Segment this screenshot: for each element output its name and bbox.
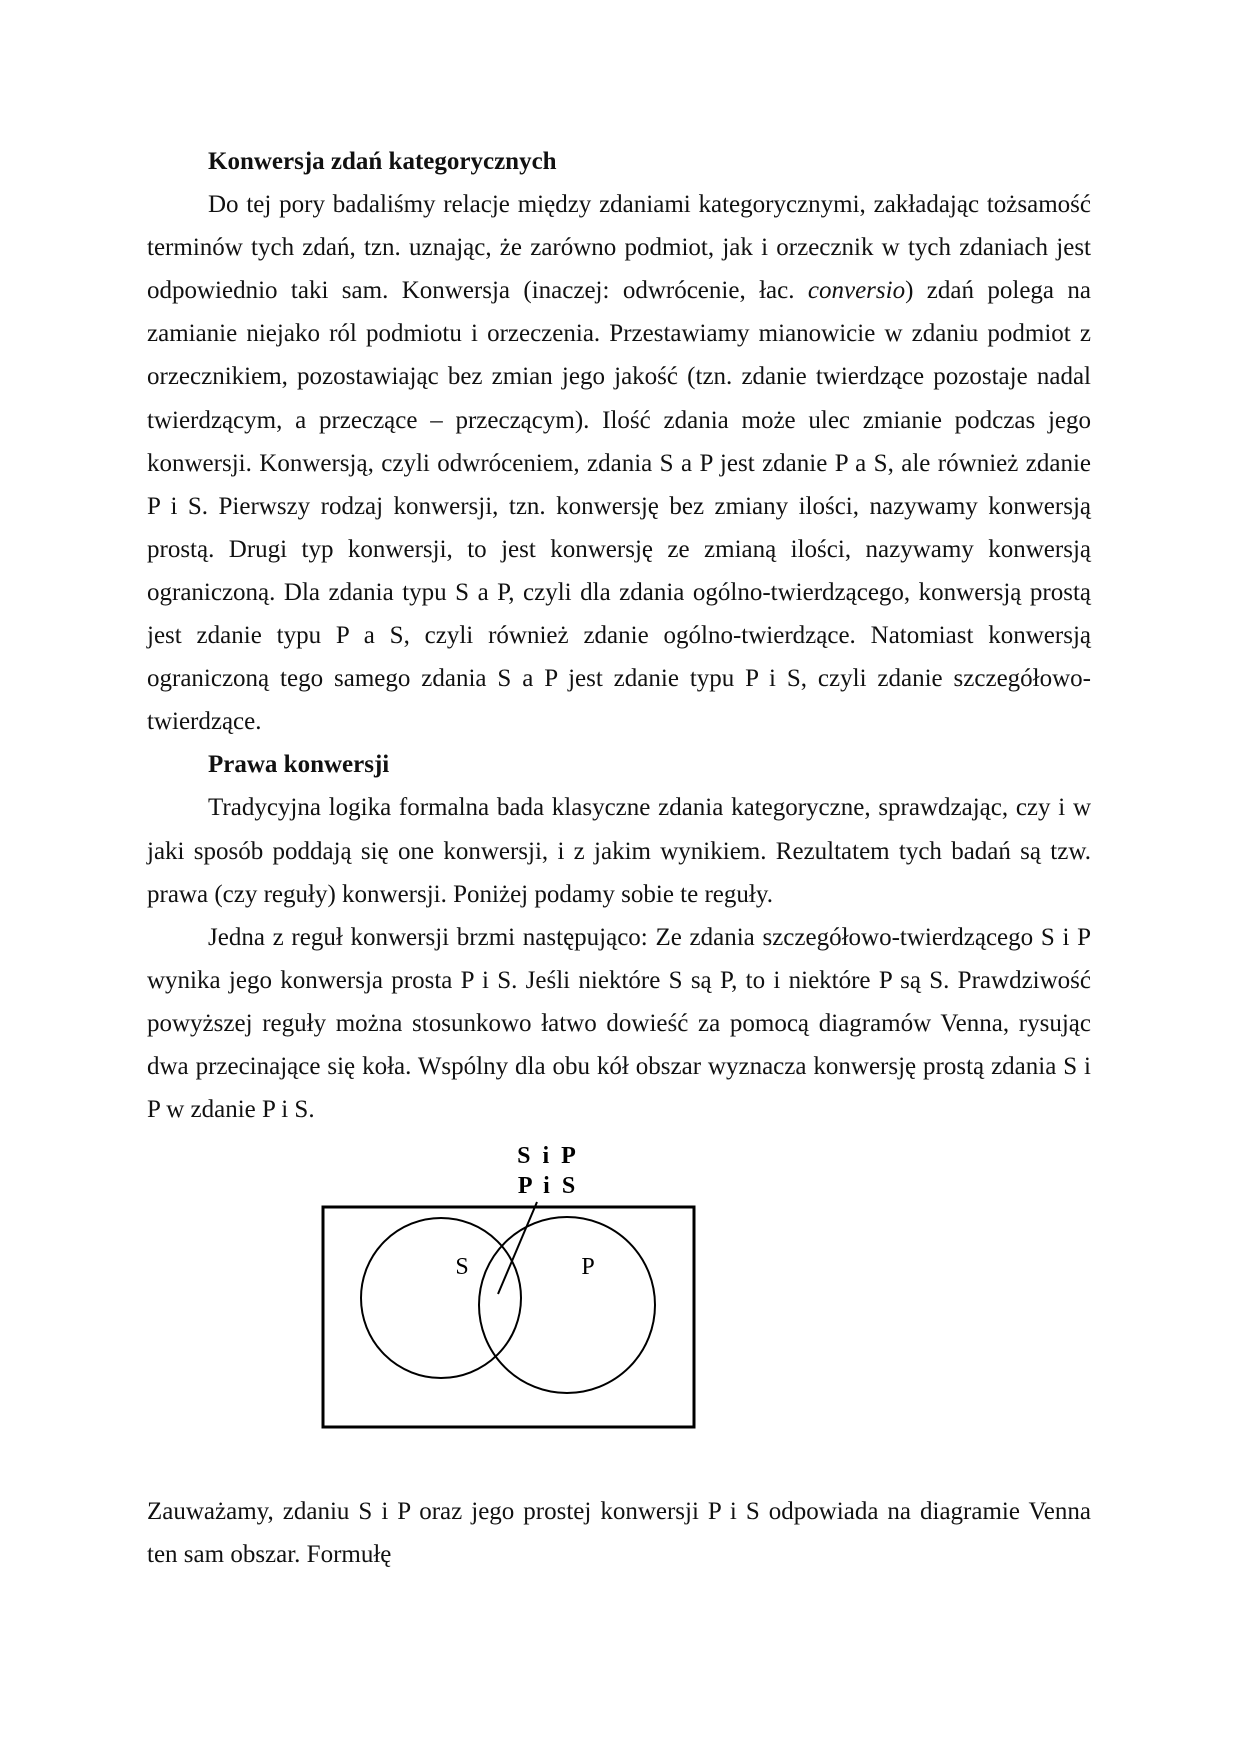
text-line: twierdzącym, a przeczące – przeczącym). Ilość zdania może ulec zmianie podczas jego bbox=[147, 406, 1091, 434]
text-line: Zauważamy, zdaniu S i P oraz jego prostej konwersji P i S odpowiada na diagramie Venna bbox=[147, 1498, 1091, 1525]
text-segment: odpowiednio taki sam. Konwersja (inaczej: odwrócenie, łac. bbox=[147, 277, 808, 305]
text-line: prostą. Drugi typ konwersji, to jest konwersję ze zmianą ilości, nazywamy konwersją bbox=[147, 535, 1091, 563]
text-line: P w zdanie P i S. bbox=[147, 1096, 315, 1124]
circle-p bbox=[479, 1217, 655, 1393]
text-line: zamianie niejako ról podmiotu i orzeczenia. Przestawiamy mianowicie w zdaniu podmiot z bbox=[147, 320, 1091, 348]
text-line: Jedna z reguł konwersji brzmi następująco: Ze zdania szczegółowo-twierdzącego S i P bbox=[208, 923, 1091, 951]
text-line: jaki sposób poddają się one konwersji, i z jakim wynikiem. Rezultatem tych badań są tzw. bbox=[147, 837, 1091, 865]
section-title: Konwersja zdań kategorycznych bbox=[208, 148, 557, 175]
text-line: twierdzące. bbox=[147, 708, 262, 736]
text-line: ten sam obszar. Formułę bbox=[147, 1541, 392, 1569]
italic-term: conversio bbox=[807, 277, 906, 305]
text-line: terminów tych zdań, tzn. uznając, że zarówno podmiot, jak i orzecznik w tych zdaniach jest bbox=[147, 234, 1091, 262]
text-line: Tradycyjna logika formalna bada klasyczne zdania kategoryczne, sprawdzając, czy i w bbox=[208, 794, 1091, 822]
text-line: Do tej pory badaliśmy relacje między zdaniami kategorycznymi, zakładając tożsamość bbox=[208, 191, 1091, 219]
circle-s bbox=[361, 1218, 521, 1378]
text-line: jest zdanie typu P a S, czyli również zdanie ogólno-twierdzące. Natomiast konwersją bbox=[147, 622, 1091, 650]
text-line: ograniczoną. Dla zdania typu S a P, czyli dla zdania ogólno-twierdzącego, konwersją prostą bbox=[147, 578, 1091, 606]
venn-diagram bbox=[300, 1120, 720, 1450]
section-heading: Prawa konwersji bbox=[208, 751, 390, 779]
label-s: S bbox=[455, 1254, 469, 1280]
label-pis: P i S bbox=[517, 1173, 579, 1199]
label-sip: S i P bbox=[517, 1143, 579, 1169]
label-p: P bbox=[581, 1254, 595, 1280]
paragraph-3 bbox=[147, 916, 1091, 1131]
text-line: P i S. Pierwszy rodzaj konwersji, tzn. konwersję bez zmiany ilości, nazywamy konwersją bbox=[147, 492, 1091, 520]
text-line: orzecznikiem, pozostawiając bez zmian jego jakość (tzn. zdanie twierdzące pozostaje nadal bbox=[147, 363, 1091, 391]
paragraph-4 bbox=[147, 1490, 1091, 1576]
text-segment: ) zdań polega na bbox=[905, 277, 1091, 305]
document-body bbox=[147, 140, 1091, 1131]
text-line: konwersji. Konwersją, czyli odwróceniem, zdania S a P jest zdanie P a S, ale również zdanie bbox=[147, 449, 1091, 477]
text-line bbox=[147, 269, 1091, 312]
text-line: ograniczoną tego samego zdania S a P jest zdanie typu P i S, czyli zdanie szczegółowo- bbox=[147, 665, 1091, 693]
text-line: wynika jego konwersja prosta P i S. Jeśli niektóre S są P, to i niektóre P są S. Prawdziwość bbox=[147, 966, 1091, 994]
text-line: powyższej reguły można stosunkowo łatwo dowieść za pomocą diagramów Venna, rysując bbox=[147, 1009, 1091, 1037]
text-line: prawa (czy reguły) konwersji. Poniżej podamy sobie te reguły. bbox=[147, 880, 773, 908]
paragraph-2 bbox=[147, 786, 1091, 915]
paragraph-1 bbox=[147, 183, 1091, 743]
text-line: dwa przecinające się koła. Wspólny dla obu kół obszar wyznacza konwersję prostą zdania S i bbox=[147, 1052, 1091, 1080]
